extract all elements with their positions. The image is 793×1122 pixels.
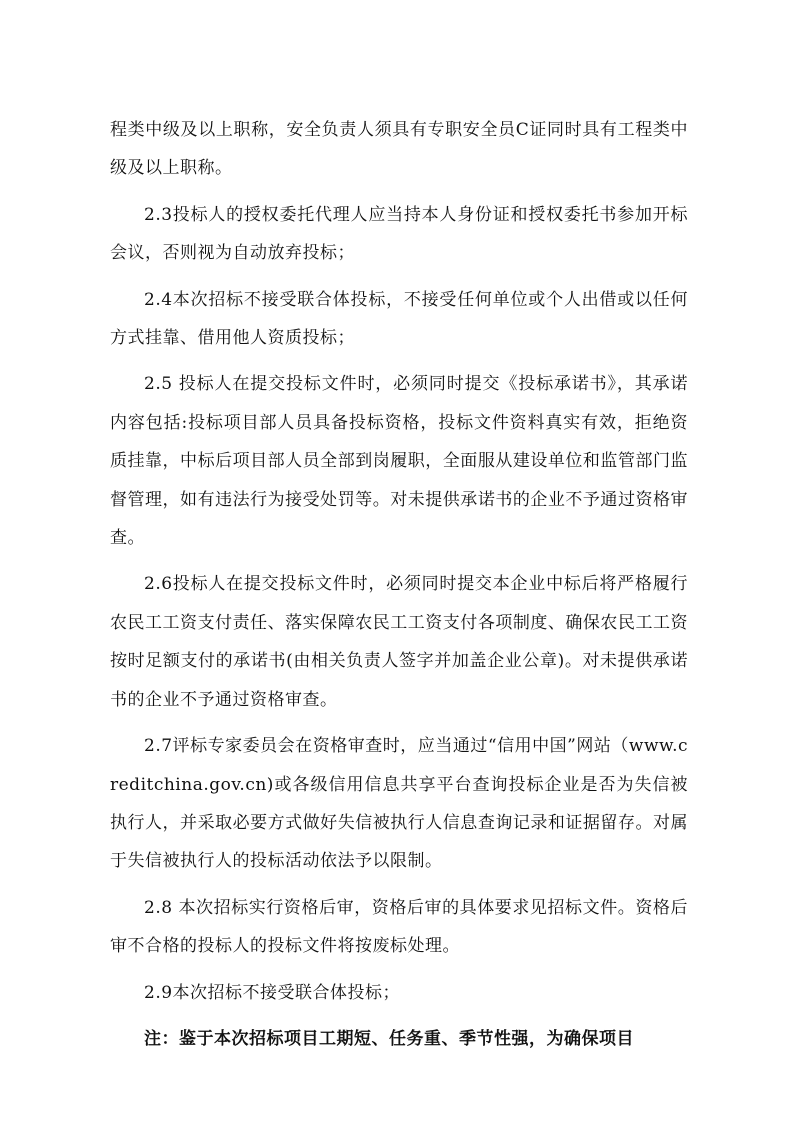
- paragraph-2-5: 2.5 投标人在提交投标文件时，必须同时提交《投标承诺书》，其承诺内容包括:投标项目部人员具备投标资格，投标文件资料真实有效，拒绝资质挂靠，中标后项目部人员全部到岗履职，全面服从建设单位和监管部门监督管理，如有违法行为接受处罚等。对未提供承诺书的企业不予通过资格审查。: [110, 374, 688, 549]
- paragraph-qualification-continued: 程类中级及以上职称，安全负责人须具有专职安全员C证同时具有工程类中级及以上职称。: [110, 120, 688, 179]
- document-body: [110, 111, 688, 1058]
- paragraph-2-7: 2.7评标专家委员会在资格审查时，应当通过“信用中国”网站（www.creditchina.gov.cn)或各级信用信息共享平台查询投标企业是否为失信被执行人，并采取必要方式做好失信被执行人信息查询记录和证据留存。对属于失信被执行人的投标活动依法予以限制。: [110, 736, 688, 872]
- paragraph-2-4: 2.4本次招标不接受联合体投标，不接受任何单位或个人出借或以任何方式挂靠、借用他人资质投标；: [110, 289, 688, 349]
- paragraph-2-6: 2.6投标人在提交投标文件时，必须同时提交本企业中标后将严格履行农民工工资支付责任、落实保障农民工工资支付各项制度、确保农民工工资按时足额支付的承诺书(由相关负责人签字并加盖企业公章)。对未提供承诺书的企业不予通过资格审查。: [110, 574, 688, 710]
- paragraph-2-9: 2.9本次招标不接受联合体投标；: [144, 982, 401, 1003]
- note-paragraph: 注：鉴于本次招标项目工期短、任务重、季节性强，为确保项目: [144, 1028, 634, 1049]
- paragraph-2-3: 2.3投标人的授权委托代理人应当持本人身份证和授权委托书参加开标会议，否则视为自动放弃投标；: [110, 204, 688, 264]
- paragraph-2-8: 2.8 本次招标实行资格后审，资格后审的具体要求见招标文件。资格后审不合格的投标人的投标文件将按废标处理。: [110, 897, 688, 957]
